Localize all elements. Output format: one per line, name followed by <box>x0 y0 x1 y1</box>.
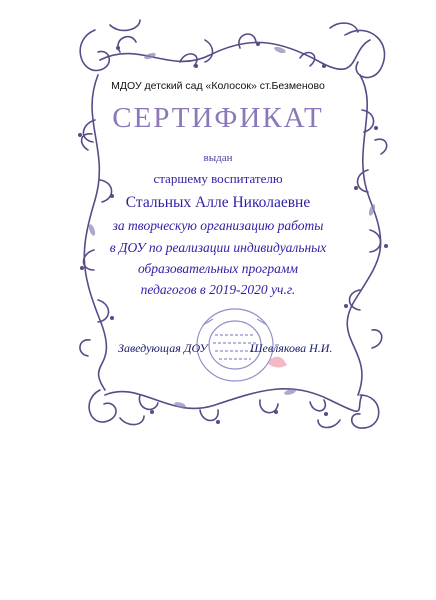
issued-label: выдан <box>203 152 233 164</box>
signature-name: Шевлякова Н.И. <box>250 341 333 355</box>
reason-line: за творческую организацию работы <box>112 218 324 233</box>
recipient-role: старшему воспитателю <box>153 171 283 186</box>
reason-line: педагогов в 2019-2020 уч.г. <box>140 282 296 297</box>
certificate-title: СЕРТИФИКАТ <box>112 102 324 134</box>
reason-line: образовательных программ <box>137 261 299 276</box>
signature-title: Заведующая ДОУ <box>118 341 208 355</box>
recipient-name: Стальных Алле Николаевне <box>125 194 311 211</box>
organization-name: МДОУ детский сад «Колосок» ст.Безменово <box>111 80 325 92</box>
reason-line: в ДОУ по реализации индивидуальных <box>109 240 327 255</box>
